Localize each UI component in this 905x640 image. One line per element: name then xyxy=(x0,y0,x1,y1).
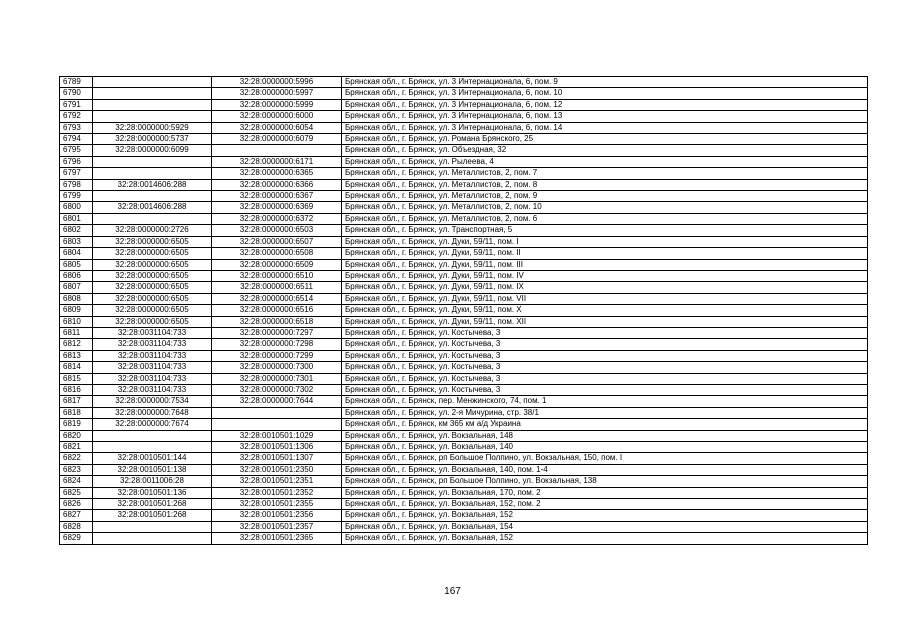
old-cadastral-number-cell xyxy=(93,111,212,122)
old-cadastral-number-cell: 32:28:0000000:6505 xyxy=(93,293,212,304)
cadastral-number-cell: 32:28:0010501:1307 xyxy=(212,453,342,464)
address-cell: Брянская обл., г. Брянск, ул. Вокзальная, 152, пом. 2 xyxy=(342,499,868,510)
table-row xyxy=(60,270,868,281)
cadastral-number-cell: 32:28:0000000:5996 xyxy=(212,77,342,88)
row-number-cell: 6818 xyxy=(60,407,93,418)
old-cadastral-number-cell: 32:28:0000000:6505 xyxy=(93,259,212,270)
row-number-cell: 6791 xyxy=(60,99,93,110)
cadastral-number-cell: 32:28:0000000:6171 xyxy=(212,156,342,167)
address-cell: Брянская обл., г. Брянск, ул. Дуки, 59/11, пом. IV xyxy=(342,270,868,281)
table-row xyxy=(60,453,868,464)
table-row xyxy=(60,134,868,145)
row-number-cell: 6822 xyxy=(60,453,93,464)
old-cadastral-number-cell: 32:28:0010501:144 xyxy=(93,453,212,464)
address-cell: Брянская обл., г. Брянск, ул. Костычева, 3 xyxy=(342,362,868,373)
table-row xyxy=(60,88,868,99)
old-cadastral-number-cell: 32:28:0014606:288 xyxy=(93,179,212,190)
row-number-cell: 6801 xyxy=(60,213,93,224)
address-cell: Брянская обл., г. Брянск, ул. Металлистов, 2, пом. 9 xyxy=(342,191,868,202)
address-cell: Брянская обл., г. Брянск, ул. Вокзальная, 140 xyxy=(342,442,868,453)
address-cell: Брянская обл., г. Брянск, ул. Дуки, 59/11, пом. XII xyxy=(342,316,868,327)
table-row xyxy=(60,327,868,338)
cadastral-number-cell: 32:28:0000000:6508 xyxy=(212,248,342,259)
row-number-cell: 6816 xyxy=(60,384,93,395)
row-number-cell: 6799 xyxy=(60,191,93,202)
old-cadastral-number-cell xyxy=(93,442,212,453)
address-cell: Брянская обл., г. Брянск, ул. 3 Интернационала, 6, пом. 9 xyxy=(342,77,868,88)
row-number-cell: 6806 xyxy=(60,270,93,281)
table-row xyxy=(60,339,868,350)
cadastral-number-cell: 32:28:0010501:2351 xyxy=(212,476,342,487)
old-cadastral-number-cell: 32:28:0000000:5737 xyxy=(93,134,212,145)
address-cell: Брянская обл., г. Брянск, ул. Металлистов, 2, пом. 6 xyxy=(342,213,868,224)
old-cadastral-number-cell xyxy=(93,168,212,179)
row-number-cell: 6795 xyxy=(60,145,93,156)
table-row xyxy=(60,191,868,202)
row-number-cell: 6824 xyxy=(60,476,93,487)
old-cadastral-number-cell xyxy=(93,533,212,544)
cadastral-number-cell: 32:28:0010501:2350 xyxy=(212,464,342,475)
row-number-cell: 6828 xyxy=(60,521,93,532)
address-cell: Брянская обл., г. Брянск, ул. Дуки, 59/11, пом. X xyxy=(342,305,868,316)
row-number-cell: 6789 xyxy=(60,77,93,88)
cadastral-number-cell: 32:28:0010501:2355 xyxy=(212,499,342,510)
address-cell: Брянская обл., г. Брянск, ул. 2-я Мичурина, стр. 38/1 xyxy=(342,407,868,418)
table-row xyxy=(60,487,868,498)
address-cell: Брянская обл., г. Брянск, рп Большое Полпино, ул. Вокзальная, 138 xyxy=(342,476,868,487)
cadastral-number-cell: 32:28:0000000:7301 xyxy=(212,373,342,384)
address-cell: Брянская обл., г. Брянск, ул. Дуки, 59/11, пом. VII xyxy=(342,293,868,304)
address-cell: Брянская обл., г. Брянск, ул. Металлистов, 2, пом. 10 xyxy=(342,202,868,213)
address-cell: Брянская обл., г. Брянск, ул. Костычева, 3 xyxy=(342,384,868,395)
old-cadastral-number-cell: 32:28:0000000:6505 xyxy=(93,270,212,281)
cadastral-number-cell: 32:28:0010501:2352 xyxy=(212,487,342,498)
cadastral-number-cell: 32:28:0010501:2357 xyxy=(212,521,342,532)
old-cadastral-number-cell xyxy=(93,77,212,88)
cadastral-number-cell: 32:28:0000000:6510 xyxy=(212,270,342,281)
table-row xyxy=(60,476,868,487)
table-row xyxy=(60,499,868,510)
row-number-cell: 6827 xyxy=(60,510,93,521)
table-row xyxy=(60,111,868,122)
row-number-cell: 6794 xyxy=(60,134,93,145)
row-number-cell: 6802 xyxy=(60,225,93,236)
old-cadastral-number-cell: 32:28:0000000:7534 xyxy=(93,396,212,407)
table-row xyxy=(60,122,868,133)
cadastral-number-cell: 32:28:0000000:6507 xyxy=(212,236,342,247)
table-row xyxy=(60,350,868,361)
address-cell: Брянская обл., г. Брянск, ул. 3 Интернационала, 6, пом. 13 xyxy=(342,111,868,122)
table-row xyxy=(60,77,868,88)
table-row xyxy=(60,396,868,407)
row-number-cell: 6817 xyxy=(60,396,93,407)
old-cadastral-number-cell: 32:28:0011006:28 xyxy=(93,476,212,487)
old-cadastral-number-cell: 32:28:0014606:288 xyxy=(93,202,212,213)
cadastral-number-cell xyxy=(212,145,342,156)
table-row xyxy=(60,236,868,247)
table-row xyxy=(60,248,868,259)
cadastral-number-cell: 32:28:0000000:7299 xyxy=(212,350,342,361)
row-number-cell: 6797 xyxy=(60,168,93,179)
row-number-cell: 6798 xyxy=(60,179,93,190)
address-cell: Брянская обл., г. Брянск, рп Большое Полпино, ул. Вокзальная, 150, пом. I xyxy=(342,453,868,464)
row-number-cell: 6826 xyxy=(60,499,93,510)
cadastral-number-cell: 32:28:0010501:1306 xyxy=(212,442,342,453)
page-number: 167 xyxy=(444,586,461,597)
table-row xyxy=(60,362,868,373)
address-cell: Брянская обл., г. Брянск, ул. Рылеева, 4 xyxy=(342,156,868,167)
cadastral-number-cell: 32:28:0000000:7300 xyxy=(212,362,342,373)
cadastral-number-cell: 32:28:0000000:6369 xyxy=(212,202,342,213)
table-row xyxy=(60,464,868,475)
cadastral-number-cell: 32:28:0000000:6366 xyxy=(212,179,342,190)
cadastral-number-cell: 32:28:0000000:7644 xyxy=(212,396,342,407)
table-row xyxy=(60,282,868,293)
cadastral-number-cell: 32:28:0000000:6079 xyxy=(212,134,342,145)
table-row xyxy=(60,225,868,236)
table-row xyxy=(60,305,868,316)
row-number-cell: 6808 xyxy=(60,293,93,304)
cadastral-number-cell: 32:28:0000000:6367 xyxy=(212,191,342,202)
address-cell: Брянская обл., г. Брянск, ул. Транспортная, 5 xyxy=(342,225,868,236)
address-cell: Брянская обл., г. Брянск, ул. Дуки, 59/11, пом. II xyxy=(342,248,868,259)
old-cadastral-number-cell xyxy=(93,213,212,224)
row-number-cell: 6809 xyxy=(60,305,93,316)
cadastral-number-cell: 32:28:0000000:6054 xyxy=(212,122,342,133)
address-cell: Брянская обл., г. Брянск, ул. Дуки, 59/11, пом. III xyxy=(342,259,868,270)
address-cell: Брянская обл., г. Брянск, ул. Костычева, 3 xyxy=(342,339,868,350)
cadastral-number-cell: 32:28:0000000:5999 xyxy=(212,99,342,110)
table-row xyxy=(60,407,868,418)
row-number-cell: 6805 xyxy=(60,259,93,270)
address-cell: Брянская обл., г. Брянск, ул. Объездная, 32 xyxy=(342,145,868,156)
registry-table xyxy=(59,76,868,545)
table-row xyxy=(60,293,868,304)
address-cell: Брянская обл., г. Брянск, ул. Романа Брянского, 25 xyxy=(342,134,868,145)
row-number-cell: 6804 xyxy=(60,248,93,259)
old-cadastral-number-cell xyxy=(93,430,212,441)
cadastral-number-cell: 32:28:0000000:6503 xyxy=(212,225,342,236)
old-cadastral-number-cell: 32:28:0000000:6505 xyxy=(93,282,212,293)
cadastral-number-cell: 32:28:0010501:2365 xyxy=(212,533,342,544)
cadastral-number-cell: 32:28:0000000:7302 xyxy=(212,384,342,395)
table-row xyxy=(60,430,868,441)
old-cadastral-number-cell xyxy=(93,88,212,99)
table-row xyxy=(60,156,868,167)
cadastral-number-cell: 32:28:0010501:1029 xyxy=(212,430,342,441)
address-cell: Брянская обл., г. Брянск, ул. Вокзальная, 152 xyxy=(342,510,868,521)
address-cell: Брянская обл., г. Брянск, ул. Костычева, 3 xyxy=(342,350,868,361)
table-row xyxy=(60,202,868,213)
old-cadastral-number-cell xyxy=(93,156,212,167)
table-row xyxy=(60,168,868,179)
cadastral-number-cell: 32:28:0000000:7298 xyxy=(212,339,342,350)
row-number-cell: 6807 xyxy=(60,282,93,293)
old-cadastral-number-cell: 32:28:0000000:6099 xyxy=(93,145,212,156)
row-number-cell: 6812 xyxy=(60,339,93,350)
address-cell: Брянская обл., г. Брянск, ул. Металлистов, 2, пом. 8 xyxy=(342,179,868,190)
old-cadastral-number-cell: 32:28:0010501:268 xyxy=(93,499,212,510)
table-row xyxy=(60,145,868,156)
address-cell: Брянская обл., г. Брянск, ул. Костычева, 3 xyxy=(342,373,868,384)
address-cell: Брянская обл., г. Брянск, пер. Менжинского, 74, пом. 1 xyxy=(342,396,868,407)
address-cell: Брянская обл., г. Брянск, ул. Дуки, 59/11, пом. IX xyxy=(342,282,868,293)
table-row xyxy=(60,442,868,453)
row-number-cell: 6810 xyxy=(60,316,93,327)
old-cadastral-number-cell: 32:28:0000000:6505 xyxy=(93,236,212,247)
address-cell: Брянская обл., г. Брянск, ул. Вокзальная, 148 xyxy=(342,430,868,441)
old-cadastral-number-cell: 32:28:0000000:6505 xyxy=(93,248,212,259)
cadastral-number-cell: 32:28:0000000:6365 xyxy=(212,168,342,179)
old-cadastral-number-cell: 32:28:0031104:733 xyxy=(93,384,212,395)
row-number-cell: 6825 xyxy=(60,487,93,498)
address-cell: Брянская обл., г. Брянск, ул. Вокзальная, 152 xyxy=(342,533,868,544)
old-cadastral-number-cell: 32:28:0010501:138 xyxy=(93,464,212,475)
old-cadastral-number-cell: 32:28:0031104:733 xyxy=(93,373,212,384)
table-row xyxy=(60,533,868,544)
cadastral-number-cell: 32:28:0000000:6372 xyxy=(212,213,342,224)
cadastral-number-cell: 32:28:0000000:6509 xyxy=(212,259,342,270)
cadastral-number-cell: 32:28:0000000:7297 xyxy=(212,327,342,338)
old-cadastral-number-cell: 32:28:0010501:136 xyxy=(93,487,212,498)
table-row xyxy=(60,213,868,224)
old-cadastral-number-cell xyxy=(93,99,212,110)
table-row xyxy=(60,179,868,190)
table-row xyxy=(60,99,868,110)
row-number-cell: 6803 xyxy=(60,236,93,247)
cadastral-number-cell xyxy=(212,407,342,418)
row-number-cell: 6811 xyxy=(60,327,93,338)
row-number-cell: 6821 xyxy=(60,442,93,453)
address-cell: Брянская обл., г. Брянск, ул. 3 Интернационала, 6, пом. 10 xyxy=(342,88,868,99)
old-cadastral-number-cell: 32:28:0000000:7674 xyxy=(93,419,212,430)
address-cell: Брянская обл., г. Брянск, ул. Дуки, 59/11, пом. I xyxy=(342,236,868,247)
cadastral-number-cell: 32:28:0000000:6511 xyxy=(212,282,342,293)
address-cell: Брянская обл., г. Брянск, ул. Вокзальная, 170, пом. 2 xyxy=(342,487,868,498)
cadastral-number-cell: 32:28:0000000:6516 xyxy=(212,305,342,316)
address-cell: Брянская обл., г. Брянск, ул. Металлистов, 2, пом. 7 xyxy=(342,168,868,179)
old-cadastral-number-cell: 32:28:0000000:2726 xyxy=(93,225,212,236)
cadastral-number-cell: 32:28:0000000:6000 xyxy=(212,111,342,122)
row-number-cell: 6800 xyxy=(60,202,93,213)
cadastral-number-cell xyxy=(212,419,342,430)
old-cadastral-number-cell: 32:28:0031104:733 xyxy=(93,339,212,350)
table-row xyxy=(60,384,868,395)
table-row xyxy=(60,510,868,521)
row-number-cell: 6829 xyxy=(60,533,93,544)
old-cadastral-number-cell: 32:28:0031104:733 xyxy=(93,362,212,373)
old-cadastral-number-cell: 32:28:0000000:6505 xyxy=(93,305,212,316)
cadastral-number-cell: 32:28:0000000:6514 xyxy=(212,293,342,304)
row-number-cell: 6813 xyxy=(60,350,93,361)
row-number-cell: 6815 xyxy=(60,373,93,384)
row-number-cell: 6790 xyxy=(60,88,93,99)
table-row xyxy=(60,259,868,270)
cadastral-number-cell: 32:28:0000000:6518 xyxy=(212,316,342,327)
old-cadastral-number-cell: 32:28:0000000:7648 xyxy=(93,407,212,418)
row-number-cell: 6820 xyxy=(60,430,93,441)
row-number-cell: 6814 xyxy=(60,362,93,373)
old-cadastral-number-cell: 32:28:0031104:733 xyxy=(93,327,212,338)
table-row xyxy=(60,521,868,532)
table-row xyxy=(60,373,868,384)
cadastral-number-cell: 32:28:0010501:2356 xyxy=(212,510,342,521)
old-cadastral-number-cell: 32:28:0031104:733 xyxy=(93,350,212,361)
old-cadastral-number-cell: 32:28:0000000:6505 xyxy=(93,316,212,327)
address-cell: Брянская обл., г. Брянск, км 365 км а/д Украина xyxy=(342,419,868,430)
address-cell: Брянская обл., г. Брянск, ул. 3 Интернационала, 6, пом. 12 xyxy=(342,99,868,110)
old-cadastral-number-cell: 32:28:0000000:5929 xyxy=(93,122,212,133)
table-row xyxy=(60,419,868,430)
row-number-cell: 6819 xyxy=(60,419,93,430)
row-number-cell: 6793 xyxy=(60,122,93,133)
address-cell: Брянская обл., г. Брянск, ул. 3 Интернационала, 6, пом. 14 xyxy=(342,122,868,133)
table-row xyxy=(60,316,868,327)
old-cadastral-number-cell xyxy=(93,191,212,202)
address-cell: Брянская обл., г. Брянск, ул. Вокзальная, 154 xyxy=(342,521,868,532)
row-number-cell: 6796 xyxy=(60,156,93,167)
cadastral-number-cell: 32:28:0000000:5997 xyxy=(212,88,342,99)
old-cadastral-number-cell: 32:28:0010501:268 xyxy=(93,510,212,521)
row-number-cell: 6823 xyxy=(60,464,93,475)
registry-table-body xyxy=(60,77,868,545)
address-cell: Брянская обл., г. Брянск, ул. Вокзальная, 140, пом. 1-4 xyxy=(342,464,868,475)
address-cell: Брянская обл., г. Брянск, ул. Костычева, 3 xyxy=(342,327,868,338)
row-number-cell: 6792 xyxy=(60,111,93,122)
old-cadastral-number-cell xyxy=(93,521,212,532)
